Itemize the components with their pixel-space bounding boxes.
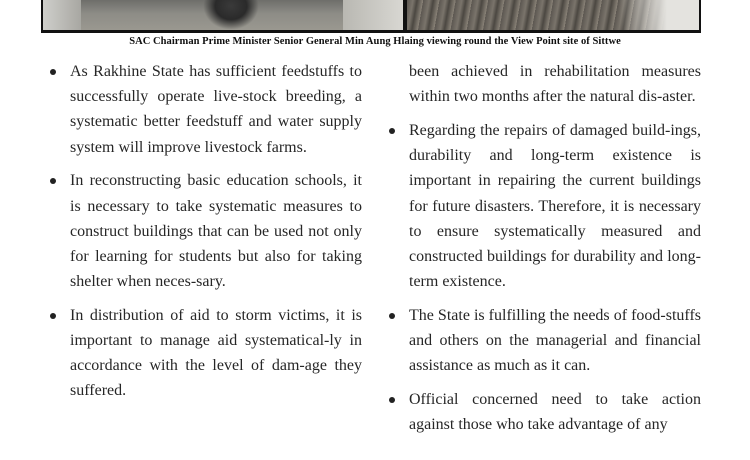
photo-caption: SAC Chairman Prime Minister Senior General Min Aung Hlaing viewing round the View Point site of Sittwe (129, 36, 621, 47)
photo-viewpoint-visit (43, 0, 403, 30)
list-item (70, 168, 362, 294)
right-column (409, 59, 701, 446)
photo-highlight (619, 0, 699, 30)
list-item-text: In reconstructing basic education schools, it is necessary to take systematic measures to construct buildings that can be used not only for learning for students but also for taking shelter when neces-sary. (70, 172, 362, 291)
bullet-icon (50, 178, 56, 184)
list-item (409, 387, 701, 437)
bullet-icon (50, 313, 56, 319)
bullet-icon (389, 313, 395, 319)
list-item (409, 303, 701, 379)
continued-text (409, 59, 701, 109)
list-item-text: Official concerned need to take action against those who take advantage of any (409, 390, 701, 434)
photo-debris (407, 0, 699, 30)
continued-text-body: been achieved in rehabilitation measures within two months after the natural dis-aster. (409, 63, 701, 106)
list-item (70, 303, 362, 404)
photo-strip (41, 0, 701, 33)
list-item (70, 59, 362, 160)
list-item-text: Regarding the repairs of damaged build-ings, durability and long-term existence is important in repairing the current buildings for future disasters. Therefore, it is necessary to ensure systematically measured and constructed buildings for durability and long-term existence. (409, 121, 701, 291)
bullet-icon (389, 397, 395, 403)
list-item-text: In distribution of aid to storm victims, it is important to manage aid systematical-ly in accordance with the level of dam-age they suffered. (70, 306, 362, 400)
bullet-icon (389, 128, 395, 134)
list-item (409, 118, 701, 294)
list-item-text: As Rakhine State has sufficient feedstuffs to successfully operate live-stock breeding, a systematic better feedstuff and water supply system will improve livestock farms. (70, 63, 362, 156)
bullet-icon (50, 69, 56, 75)
photo-figure (203, 0, 259, 30)
photo-wall (43, 0, 81, 30)
list-item-text: The State is fulfilling the needs of food-stuffs and others on the managerial and financial assistance as much as it can. (409, 306, 701, 375)
photo-rail (343, 0, 403, 30)
left-column (70, 59, 362, 412)
